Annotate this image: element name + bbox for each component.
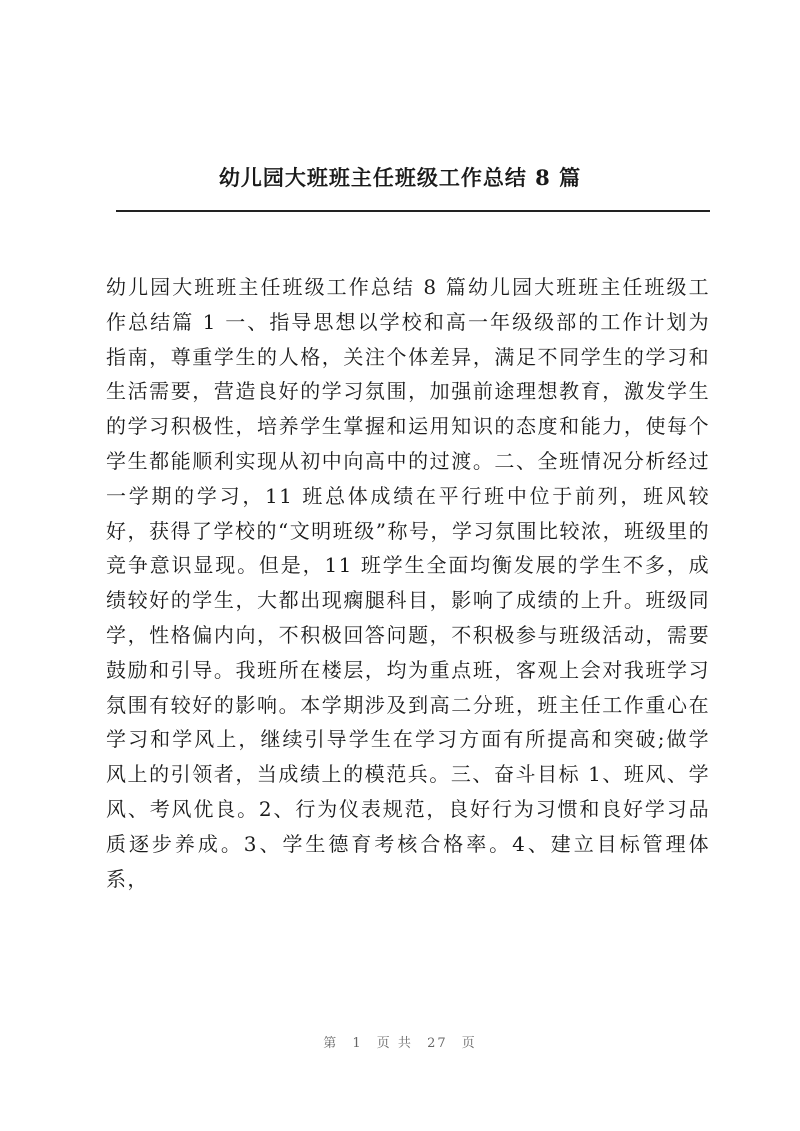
document-title: 幼儿园大班班主任班级工作总结 8 篇 xyxy=(218,165,582,190)
total-page-count: 27 xyxy=(427,1036,448,1051)
title-underline xyxy=(116,210,710,212)
page-footer xyxy=(0,1032,800,1051)
footer-prefix: 第 xyxy=(323,1036,339,1051)
footer-middle: 页 共 xyxy=(376,1036,413,1051)
document-body: 幼儿园大班班主任班级工作总结 8 篇幼儿园大班班主任班级工作总结篇 1 一、指导思想以学校和高一年级级部的工作计划为指南，尊重学生的人格，关注个体差异，满足不同学生的学习和生活需要，营造良好的学习氛围，加强前途理想教育，激发学生的学习积极性，培养学生掌握和运用知识的态度和能力，使每个学生都能顺利实现从初中向高中的过渡。二、全班情况分析经过一学期的学习，11 班总体成绩在平行班中位于前列，班风较好，获得了学校的“文明班级”称号，学习氛围比较浓，班级里的竞争意识显现。但是，11 班学生全面均衡发展的学生不多，成绩较好的学生，大都出现瘸腿科目，影响了成绩的上升。班级同学，性格偏内向，不积极回答问题，不积极参与班级活动，需要鼓励和引导。我班所在楼层，均为重点班，客观上会对我班学习氛围有较好的影响。本学期涉及到高二分班，班主任工作重心在学习和学风上，继续引导学生在学习方面有所提高和突破;做学风上的引领者，当成绩上的模范兵。三、奋斗目标 1、班风、学风、考风优良。2、行为仪表规范，良好行为习惯和良好学习品质逐步养成。3、学生德育考核合格率。4、建立目标管理体系， xyxy=(106,275,710,891)
footer-suffix: 页 xyxy=(461,1036,477,1051)
current-page-number: 1 xyxy=(352,1036,363,1051)
